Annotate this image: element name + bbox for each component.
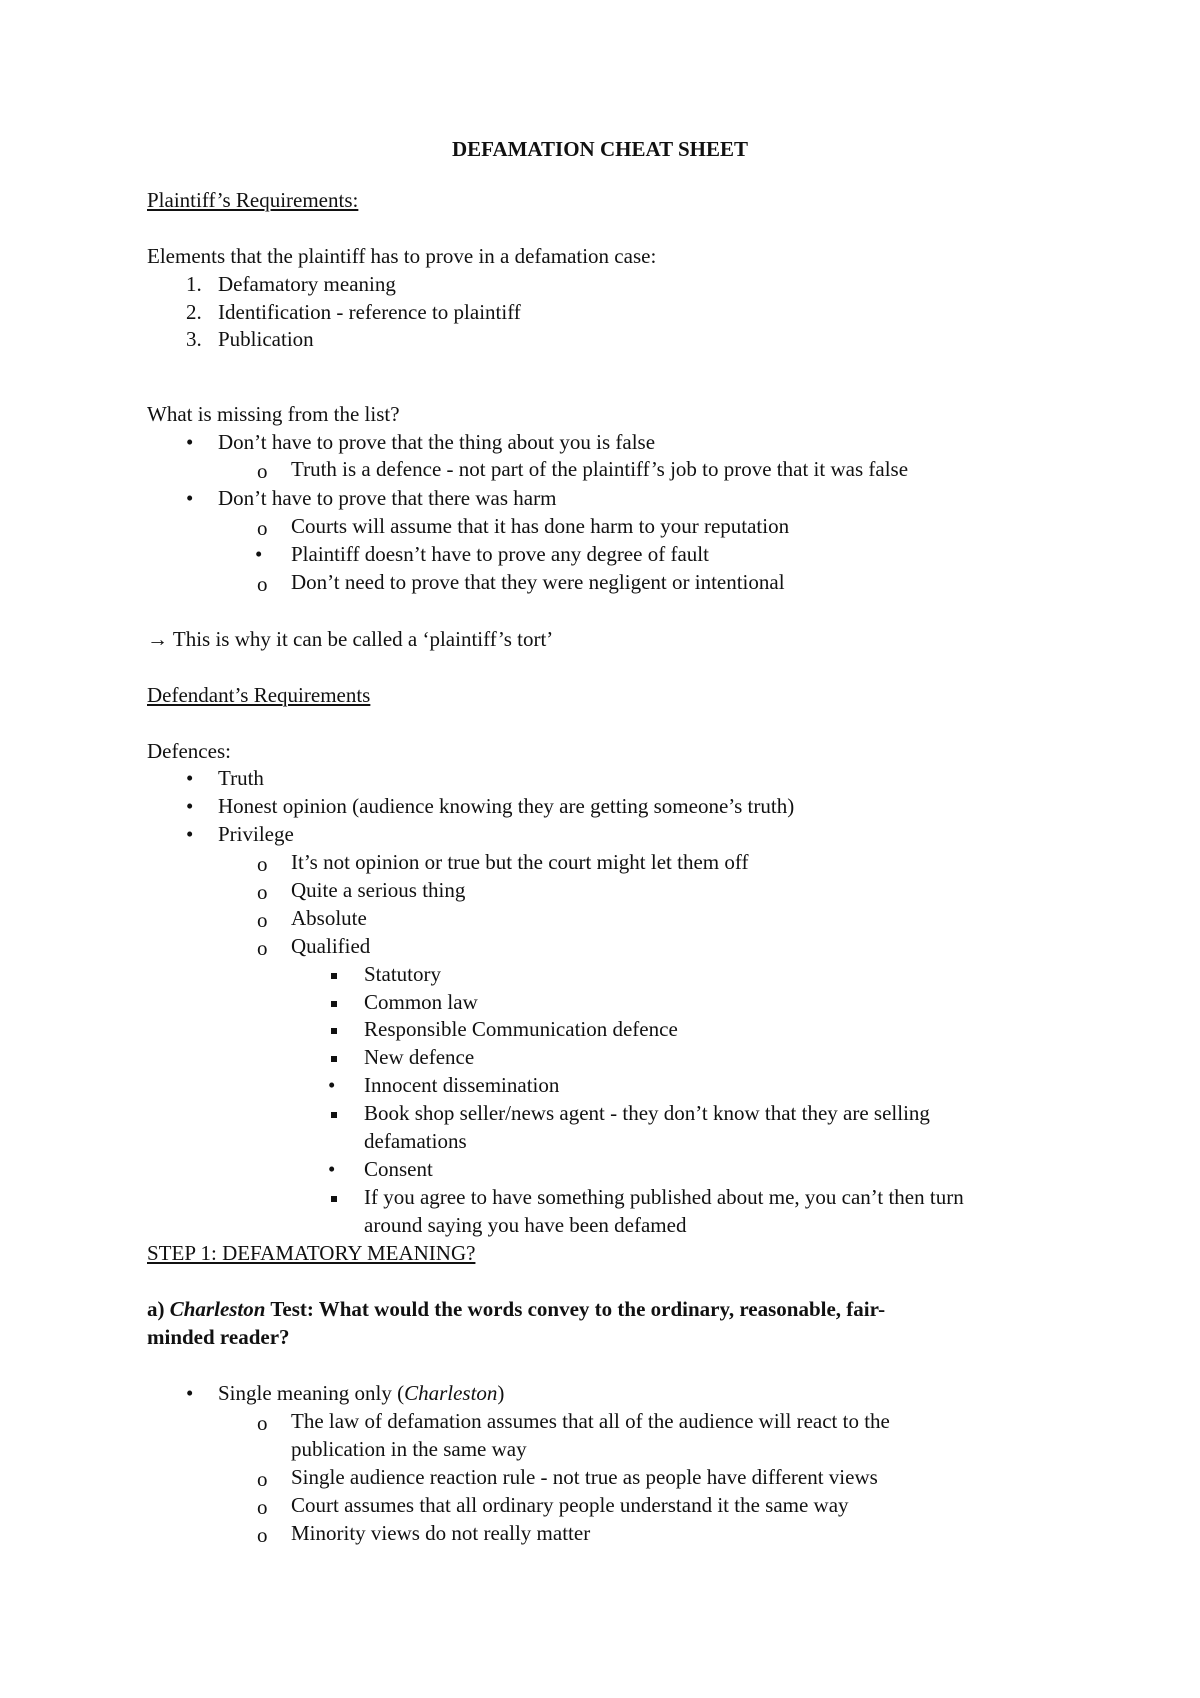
- square-bullet-icon: [331, 1028, 337, 1034]
- list-item: Innocent dissemination: [364, 1073, 560, 1097]
- list-item: Truth is a defence - not part of the plaintiff’s job to prove that it was false: [291, 457, 909, 481]
- single-suffix: ): [497, 1381, 505, 1405]
- list-item: The law of defamation assumes that all of the audience will react to the: [291, 1409, 890, 1433]
- bullet-icon: •: [186, 1381, 194, 1405]
- list-item: It’s not opinion or true but the court might let them off: [291, 850, 749, 874]
- circle-bullet-icon: o: [257, 572, 268, 596]
- bullet-icon: •: [186, 822, 194, 846]
- charleston-test-line2: minded reader?: [147, 1325, 290, 1349]
- list-item: Publication: [218, 327, 314, 351]
- circle-bullet-icon: o: [257, 1411, 268, 1435]
- circle-bullet-icon: o: [257, 852, 268, 876]
- case-name: Charleston: [404, 1381, 498, 1405]
- list-item-continuation: publication in the same way: [291, 1437, 527, 1461]
- list-number: 2.: [186, 300, 202, 324]
- list-number: 3.: [186, 327, 202, 351]
- bullet-icon: •: [186, 794, 194, 818]
- bullet-icon: •: [186, 766, 194, 790]
- arrow-note: → This is why it can be called a ‘plaintiff’s tort’: [147, 627, 554, 651]
- case-name: Charleston: [169, 1297, 266, 1321]
- square-bullet-icon: [331, 1196, 337, 1202]
- circle-bullet-icon: o: [257, 1495, 268, 1519]
- list-number: 1.: [186, 272, 202, 296]
- bullet-icon: •: [328, 1073, 336, 1097]
- list-item: Consent: [364, 1157, 433, 1181]
- list-item: Identification - reference to plaintiff: [218, 300, 521, 324]
- list-item: Court assumes that all ordinary people understand it the same way: [291, 1493, 849, 1517]
- circle-bullet-icon: o: [257, 1523, 268, 1547]
- list-item-continuation: defamations: [364, 1129, 467, 1153]
- circle-bullet-icon: o: [257, 516, 268, 540]
- list-item: Responsible Communication defence: [364, 1017, 678, 1041]
- square-bullet-icon: [331, 1056, 337, 1062]
- circle-bullet-icon: o: [257, 908, 268, 932]
- circle-bullet-icon: o: [257, 1467, 268, 1491]
- list-item: New defence: [364, 1045, 475, 1069]
- square-bullet-icon: [331, 1001, 337, 1007]
- defendant-heading: Defendant’s Requirements: [147, 683, 371, 707]
- list-item: If you agree to have something published about me, you can’t then turn: [364, 1185, 964, 1209]
- missing-question: What is missing from the list?: [147, 402, 400, 426]
- list-item: Quite a serious thing: [291, 878, 466, 902]
- circle-bullet-icon: o: [257, 880, 268, 904]
- list-item: [218, 1379, 504, 1407]
- list-item: Don’t have to prove that there was harm: [218, 486, 557, 510]
- test-prefix: a): [147, 1297, 170, 1321]
- list-item: Book shop seller/news agent - they don’t know that they are selling: [364, 1101, 930, 1125]
- list-item: Privilege: [218, 822, 294, 846]
- list-item: Honest opinion (audience knowing they are getting someone’s truth): [218, 794, 795, 818]
- list-item: Don’t need to prove that they were negligent or intentional: [291, 570, 785, 594]
- plaintiff-heading: Plaintiff’s Requirements:: [147, 188, 359, 212]
- list-item: Absolute: [291, 906, 367, 930]
- list-item-continuation: around saying you have been defamed: [364, 1213, 687, 1237]
- list-item: Courts will assume that it has done harm to your reputation: [291, 514, 790, 538]
- list-item: Statutory: [364, 962, 441, 986]
- bullet-icon: •: [255, 542, 263, 566]
- step1-heading: STEP 1: DEFAMATORY MEANING?: [147, 1241, 476, 1265]
- plaintiff-intro: Elements that the plaintiff has to prove in a defamation case:: [147, 244, 657, 268]
- test-text: Test: What would the words convey to the ordinary, reasonable, fair-: [265, 1297, 886, 1321]
- list-item: Minority views do not really matter: [291, 1521, 591, 1545]
- charleston-test-line1: [147, 1295, 885, 1323]
- list-item: Qualified: [291, 934, 371, 958]
- list-item: Single audience reaction rule - not true as people have different views: [291, 1465, 878, 1489]
- circle-bullet-icon: o: [257, 936, 268, 960]
- list-item: Defamatory meaning: [218, 272, 396, 296]
- circle-bullet-icon: o: [257, 459, 268, 483]
- list-item: Truth: [218, 766, 264, 790]
- square-bullet-icon: [331, 973, 337, 979]
- list-item: Don’t have to prove that the thing about you is false: [218, 430, 656, 454]
- list-item: Plaintiff doesn’t have to prove any degree of fault: [291, 542, 709, 566]
- bullet-icon: •: [186, 486, 194, 510]
- bullet-icon: •: [328, 1157, 336, 1181]
- defences-label: Defences:: [147, 739, 231, 763]
- square-bullet-icon: [331, 1112, 337, 1118]
- list-item: Common law: [364, 990, 478, 1014]
- bullet-icon: •: [186, 430, 194, 454]
- single-prefix: Single meaning only (: [218, 1381, 405, 1405]
- page-title: DEFAMATION CHEAT SHEET: [452, 137, 748, 161]
